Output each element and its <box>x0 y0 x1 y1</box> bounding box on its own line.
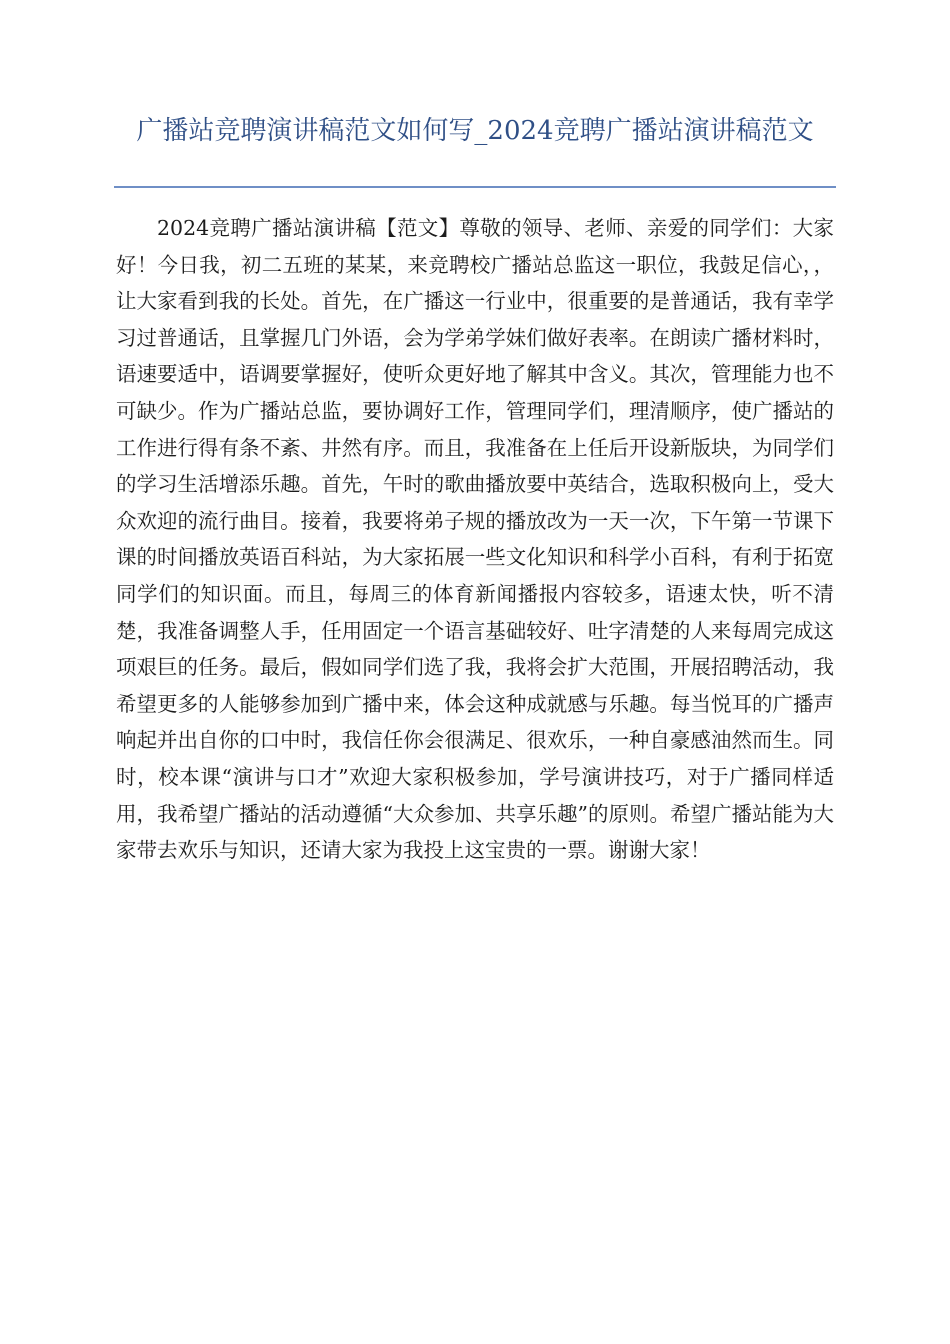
document-body-paragraph: 2024竞聘广播站演讲稿【范文】尊敬的领导、老师、亲爱的同学们：大家好！今日我，初二五班的某某，来竞聘校广播站总监这一职位，我鼓足信心，，让大家看到我的长处。首先，在广播这一行业中，很重要的是普通话，我有幸学习过普通话，且掌握几门外语，会为学弟学妹们做好表率。在朗读广播材料时，语速要适中，语调要掌握好，使听众更好地了解其中含义。其次，管理能力也不可缺少。作为广播站总监，要协调好工作，管理同学们，理清顺序，使广播站的工作进行得有条不紊、井然有序。而且，我准备在上任后开设新版块，为同学们的学习生活增添乐趣。首先，午时的歌曲播放要中英结合，选取积极向上，受大众欢迎的流行曲目。接着，我要将弟子规的播放改为一天一次，下午第一节课下课的时间播放英语百科站，为大家拓展一些文化知识和科学小百科，有利于拓宽同学们的知识面。而且，每周三的体育新闻播报内容较多，语速太快，听不清楚，我准备调整人手，任用固定一个语言基础较好、吐字清楚的人来每周完成这项艰巨的任务。最后，假如同学们选了我，我将会扩大范围，开展招聘活动，我希望更多的人能够参加到广播中来，体会这种成就感与乐趣。每当悦耳的广播声响起并出自你的口中时，我信任你会很满足、很欢乐，一种自豪感油然而生。同时，校本课“演讲与口才”欢迎大家积极参加，学号演讲技巧，对于广播同样适用，我希望广播站的活动遵循“大众参加、共享乐趣”的原则。希望广播站能为大家带去欢乐与知识，还请大家为我投上这宝贵的一票。谢谢大家！ <box>116 216 834 863</box>
document-title: 广播站竞聘演讲稿范文如何写_2024竞聘广播站演讲稿范文 <box>136 116 814 146</box>
title-underline <box>114 186 836 188</box>
